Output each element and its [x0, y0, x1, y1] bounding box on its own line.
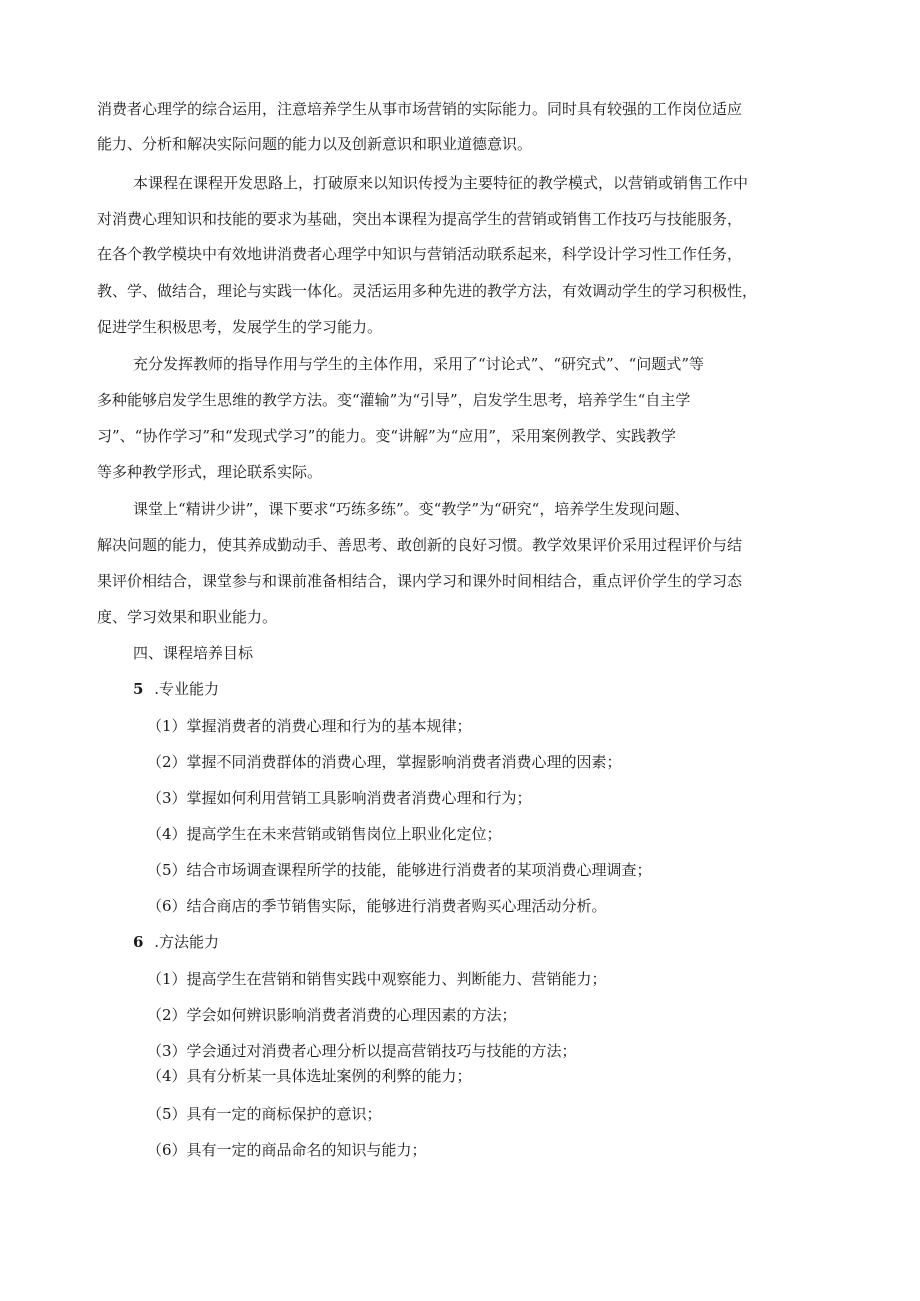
paragraph-line: 解决问题的能力，使其养成勤动手、善思考、敢创新的良好习惯。教学效果评价采用过程评价与结 [97, 536, 743, 554]
subsection-heading [133, 679, 219, 699]
list-item: （6）结合商店的季节销售实际，能够进行消费者购买心理活动分析。 [147, 897, 607, 915]
list-item: （4）提高学生在未来营销或销售岗位上职业化定位； [147, 825, 502, 843]
section-heading: 四、课程培养目标 [133, 644, 254, 662]
subsection-title: .专业能力 [154, 680, 219, 698]
paragraph-line: 充分发挥教师的指导作用与学生的主体作用，采用了“讨论式”、“研究式”、“问题式”等 [133, 355, 705, 373]
paragraph-line: 对消费心理知识和技能的要求为基础，突出本课程为提高学生的营销或销售工作技巧与技能服务， [97, 210, 743, 228]
list-item: （1）提高学生在营销和销售实践中观察能力、判断能力、营销能力； [147, 970, 607, 988]
subsection-heading [133, 932, 219, 952]
paragraph-line: 消费者心理学的综合运用，注意培养学生从事市场营销的实际能力。同时具有较强的工作岗位适应 [97, 100, 743, 118]
subsection-number: 6 [133, 933, 144, 951]
paragraph-line: 多种能够启发学生思维的教学方法。变“灌输”为“引导”，启发学生思考，培养学生“自主学 [97, 391, 691, 409]
paragraph-line: 习”、“协作学习”和“发现式学习”的能力。变“讲解”为“应用”，采用案例教学、实践教学 [97, 427, 677, 445]
list-item: （2）掌握不同消费群体的消费心理，掌握影响消费者消费心理的因素； [147, 753, 622, 771]
paragraph-line: 促进学生积极思考，发展学生的学习能力。 [97, 318, 383, 336]
list-item: （5）结合市场调查课程所学的技能，能够进行消费者的某项消费心理调查； [147, 861, 652, 879]
list-item: （4）具有分析某一具体选址案例的利弊的能力； [147, 1067, 472, 1085]
paragraph-line: 教、学、做结合，理论与实践一体化。灵活运用多种先进的教学方法，有效调动学生的学习积极性， [97, 282, 758, 300]
paragraph-line: 能力、分析和解决实际问题的能力以及创新意识和职业道德意识。 [97, 135, 533, 153]
list-item: （5）具有一定的商标保护的意识； [147, 1105, 382, 1123]
list-item: （6）具有一定的商品命名的知识与能力； [147, 1141, 427, 1159]
list-item: （1）掌握消费者的消费心理和行为的基本规律； [147, 717, 472, 735]
paragraph-line: 课堂上“精讲少讲”，课下要求“巧练多练”。变“教学”为“研究“，培养学生发现问题、 [133, 500, 690, 518]
list-item: （3）学会通过对消费者心理分析以提高营销技巧与技能的方法； [147, 1042, 577, 1060]
paragraph-line: 果评价相结合，课堂参与和课前准备相结合，课内学习和课外时间相结合，重点评价学生的学习态 [97, 572, 743, 590]
paragraph-line: 度、学习效果和职业能力。 [97, 608, 278, 626]
paragraph-line: 本课程在课程开发思路上，打破原来以知识传授为主要特征的教学模式，以营销或销售工作中 [133, 174, 749, 192]
list-item: （3）掌握如何利用营销工具影响消费者消费心理和行为； [147, 789, 532, 807]
subsection-title: .方法能力 [154, 933, 219, 951]
list-item: （2）学会如何辨识影响消费者消费的心理因素的方法； [147, 1006, 517, 1024]
paragraph-line: 在各个教学模块中有效地讲消费者心理学中知识与营销活动联系起来，科学设计学习性工作任务， [97, 245, 743, 263]
paragraph-line: 等多种教学形式，理论联系实际。 [97, 463, 323, 481]
subsection-number: 5 [133, 680, 144, 698]
